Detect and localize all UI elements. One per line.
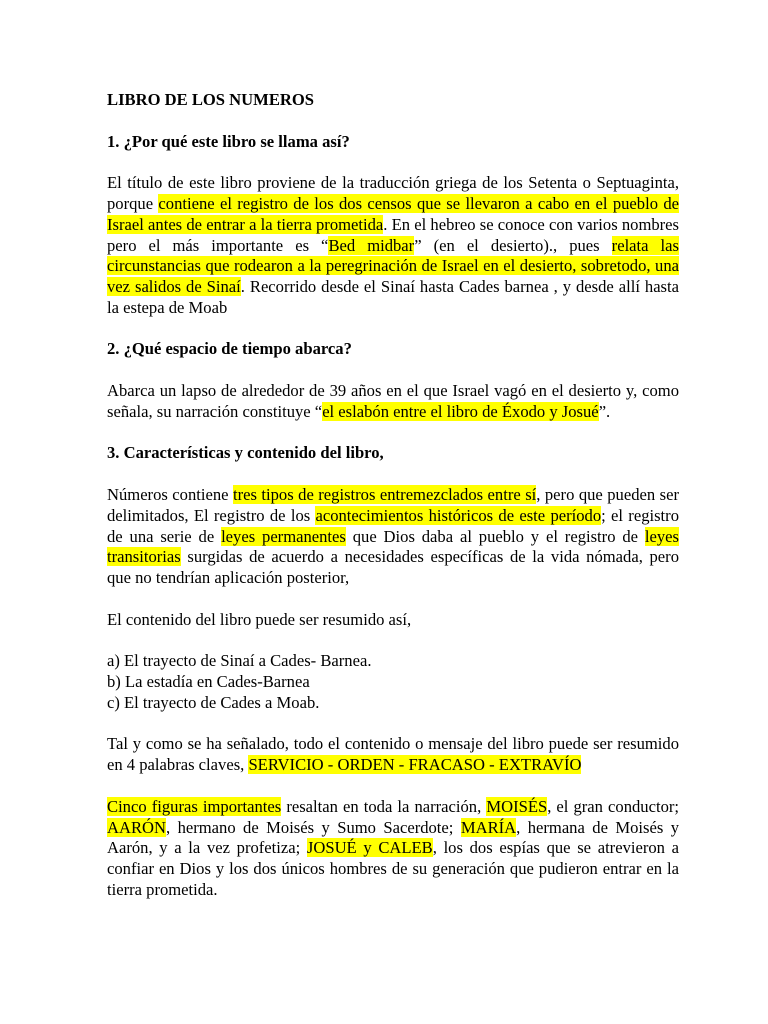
highlighted-text: contiene el registro de los dos censos que se llevaron a cabo en el pueblo de Israel antes de entrar a la tierra prometida xyxy=(107,194,679,234)
text-run: , hermana de Moisés y Aarón, y a la vez profetiza; xyxy=(107,817,680,858)
list-item: c) El trayecto de Cades a Moab. xyxy=(107,692,320,712)
text-run: Tal y como se ha señalado, todo el contenido o mensaje del libro puede ser resumido en 4 palabras claves, xyxy=(107,734,679,775)
section-heading-3: 3. Características y contenido del libro, xyxy=(107,443,384,463)
highlighted-text: MOISÉS xyxy=(486,796,548,816)
text-run: . Recorrido desde el Sinaí hasta Cades barnea , y desde allí hasta la estepa de Moab xyxy=(107,276,679,317)
content-list xyxy=(107,651,679,713)
paragraph-2 xyxy=(107,381,679,422)
text-run: Abarca un lapso de alrededor de 39 años en el que Israel vagó en el desierto y, como señala, su narración constituye “ xyxy=(107,381,679,421)
paragraph-3 xyxy=(107,485,679,589)
highlighted-text: tres tipos de registros entremezclados entre sí xyxy=(232,485,537,505)
highlighted-text: el eslabón entre el libro de Éxodo y Josué xyxy=(322,401,599,421)
text-run: ”. xyxy=(598,401,611,421)
text-run: Números contiene xyxy=(107,485,233,505)
text-run: , el gran conductor; xyxy=(547,796,680,816)
text-run: surgidas de acuerdo a necesidades específicas de la vida nómada, pero que no tendrían aplicación posterior, xyxy=(107,547,679,587)
document-page xyxy=(107,90,679,921)
highlighted-text: leyes permanentes xyxy=(221,526,346,546)
text-run: ” (en el desierto)., pues xyxy=(414,235,612,255)
highlighted-text: Bed midbar xyxy=(328,235,415,255)
paragraph-figures xyxy=(107,797,679,901)
highlighted-text: AARÓN xyxy=(107,817,167,837)
paragraph-keywords xyxy=(107,734,679,775)
text-run: El título de este libro proviene de la traducción griega de los Setenta o Septuaginta, porque xyxy=(107,173,679,214)
highlighted-text: acontecimientos históricos de este período xyxy=(315,505,602,525)
text-run: , los dos espías que se atrevieron a confiar en Dios y los dos únicos hombres de su generación que pudieron entrar en la tierra prometida. xyxy=(107,838,680,899)
document-title: LIBRO DE LOS NUMEROS xyxy=(107,90,315,109)
section-heading-2: 2. ¿Qué espacio de tiempo abarca? xyxy=(107,339,352,359)
highlighted-text: leyes transitorias xyxy=(107,526,679,567)
text-run: . En el hebreo se conoce con varios nombres pero el más importante es “ xyxy=(107,214,680,255)
section-heading-1: 1. ¿Por qué este libro se llama así? xyxy=(107,131,350,151)
text-run: ; el registro de una serie de xyxy=(107,505,679,546)
text-run: que Dios daba al pueblo y el registro de xyxy=(345,526,645,546)
highlighted-text: SERVICIO - ORDEN - FRACASO - EXTRAVÍO xyxy=(248,755,582,775)
highlighted-text: MARÍA xyxy=(460,817,517,837)
highlighted-text: relata las circunstancias que rodearon a la peregrinación de Israel en el desierto, sobretodo, una vez salidos de Sinaí xyxy=(107,235,679,296)
text-run: , hermano de Moisés y Sumo Sacerdote; xyxy=(166,817,461,837)
paragraph-1 xyxy=(107,173,679,318)
paragraph-summary-intro: El contenido del libro puede ser resumido así, xyxy=(107,609,412,629)
text-run: , pero que pueden ser delimitados, El registro de los xyxy=(107,485,679,525)
list-item: a) El trayecto de Sinaí a Cades- Barnea. xyxy=(107,651,372,671)
highlighted-text: JOSUÉ y CALEB xyxy=(306,838,433,858)
list-item: b) La estadía en Cades-Barnea xyxy=(107,672,310,692)
highlighted-text: Cinco figuras importantes xyxy=(107,796,282,816)
text-run: resaltan en toda la narración, xyxy=(281,796,487,816)
